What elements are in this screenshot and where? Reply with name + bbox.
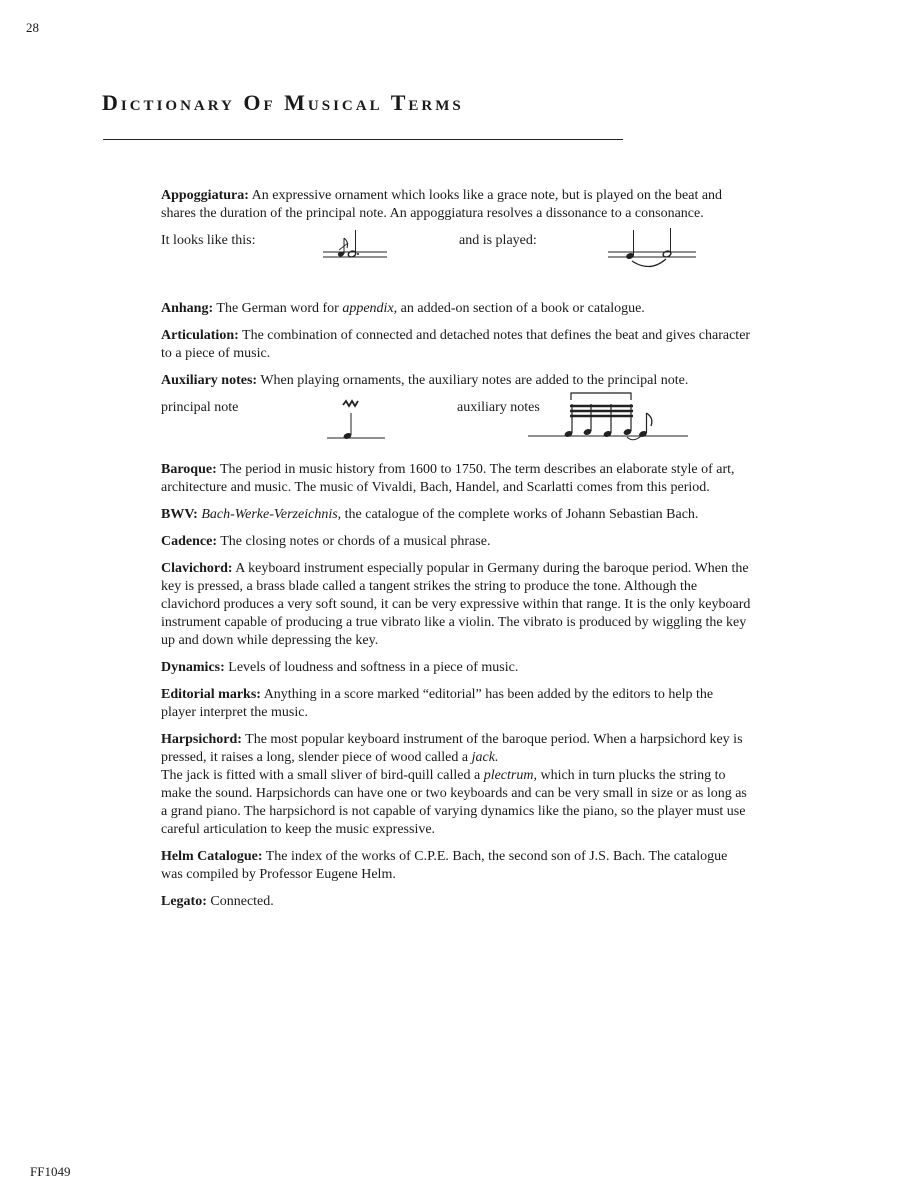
entry-legato	[161, 893, 751, 911]
definition-anhang-part1: The German word for	[216, 301, 339, 316]
definition-auxiliary-notes: When playing ornaments, the auxiliary notes are added to the principal note.	[260, 373, 689, 388]
definition-baroque: The period in music history from 1600 to 1750. The term describes an elaborate style of art, architecture and music. The music of Vivaldi, Bach, Handel, and Scarlatti comes from this period.	[161, 462, 735, 495]
definition-harpsichord-part3: which in turn plucks the string to make the sound. Harpsichords can have one or two keyboards and can be very small in size or as long as a grand piano. The harpsichord is not capable of varying dynamics like the piano, so the player must use careful articulation to keep the music expressive.	[161, 768, 747, 837]
definition-editorial-marks: Anything in a score marked “editorial” has been added by the editors to help the player interpret the music.	[161, 687, 714, 720]
entry-editorial-marks	[161, 686, 751, 722]
dictionary-content	[161, 187, 751, 920]
term-baroque: Baroque:	[161, 462, 217, 477]
term-helm-catalogue: Helm Catalogue:	[161, 849, 263, 864]
definition-harpsichord-em1: jack.	[471, 750, 499, 765]
definition-bwv-em: Bach-Werke-Verzeichnis,	[201, 507, 342, 522]
entry-anhang	[161, 300, 751, 318]
definition-helm-catalogue: The index of the works of C.P.E. Bach, the second son of J.S. Bach. The catalogue was compiled by Professor Eugene Helm.	[161, 849, 728, 882]
example-looks-label: It looks like this:	[161, 233, 256, 248]
term-anhang: Anhang:	[161, 301, 214, 316]
entry-articulation	[161, 327, 751, 363]
definition-bwv-part2: the catalogue of the complete works of Johann Sebastian Bach.	[344, 507, 699, 522]
definition-clavichord: A keyboard instrument especially popular in Germany during the baroque period. When the key is pressed, a brass blade called a tangent strikes the string to produce the tone. Although the clavichord produces a very soft sound, it can be very expressive within that range. It is the only keyboard instrument capable of producing a true vibrato like a violin. The vibrato is produced by wiggling the key up and down while depressing the key.	[161, 561, 751, 648]
entry-cadence	[161, 533, 751, 551]
page-title: Dictionary Of Musical Terms	[102, 90, 464, 115]
footer-code: FF1049	[30, 1164, 71, 1179]
definition-appoggiatura: An expressive ornament which looks like a grace note, but is played on the beat and shares the duration of the principal note. An appoggiatura resolves a dissonance to a consonance.	[161, 188, 723, 221]
entry-clavichord	[161, 560, 751, 650]
page-number: 28	[26, 20, 39, 35]
entry-helm-catalogue	[161, 848, 751, 884]
auxiliary-notes-example	[161, 399, 751, 461]
entry-appoggiatura	[161, 187, 751, 223]
term-bwv: BWV:	[161, 507, 198, 522]
definition-anhang-em: appendix,	[342, 301, 398, 316]
term-articulation: Articulation:	[161, 328, 239, 343]
entry-dynamics	[161, 659, 751, 677]
definition-legato: Connected.	[210, 894, 274, 909]
term-clavichord: Clavichord:	[161, 561, 233, 576]
term-auxiliary-notes: Auxiliary notes:	[161, 373, 258, 388]
term-harpsichord: Harpsichord:	[161, 732, 242, 747]
term-dynamics: Dynamics:	[161, 660, 225, 675]
definition-anhang-part2: an added-on section of a book or catalogue.	[400, 301, 645, 316]
example-principal-label: principal note	[161, 400, 239, 415]
term-legato: Legato:	[161, 894, 207, 909]
definition-dynamics: Levels of loudness and softness in a piece of music.	[228, 660, 519, 675]
definition-harpsichord-em2: plectrum,	[483, 768, 537, 783]
appoggiatura-played-notation	[606, 224, 701, 274]
definition-cadence: The closing notes or chords of a musical phrase.	[220, 534, 491, 549]
entry-bwv	[161, 506, 751, 524]
auxiliary-notes-notation	[523, 385, 693, 447]
entry-harpsichord	[161, 731, 751, 839]
example-auxiliary-label: auxiliary notes	[457, 400, 540, 415]
entry-baroque	[161, 461, 751, 497]
term-cadence: Cadence:	[161, 534, 217, 549]
appoggiatura-example	[161, 232, 751, 300]
title-divider	[103, 139, 623, 140]
definition-articulation: The combination of connected and detached notes that defines the beat and gives character to a piece of music.	[161, 328, 751, 361]
term-appoggiatura: Appoggiatura:	[161, 188, 249, 203]
example-played-label: and is played:	[459, 233, 537, 248]
definition-harpsichord-part1: The most popular keyboard instrument of the baroque period. When a harpsichord key is pressed, it raises a long, slender piece of wood called a	[161, 732, 743, 765]
appoggiatura-written-notation	[321, 224, 391, 268]
definition-harpsichord-part2: The jack is fitted with a small sliver of bird-quill called a	[161, 768, 481, 783]
principal-note-notation	[323, 395, 393, 447]
term-editorial-marks: Editorial marks:	[161, 687, 261, 702]
